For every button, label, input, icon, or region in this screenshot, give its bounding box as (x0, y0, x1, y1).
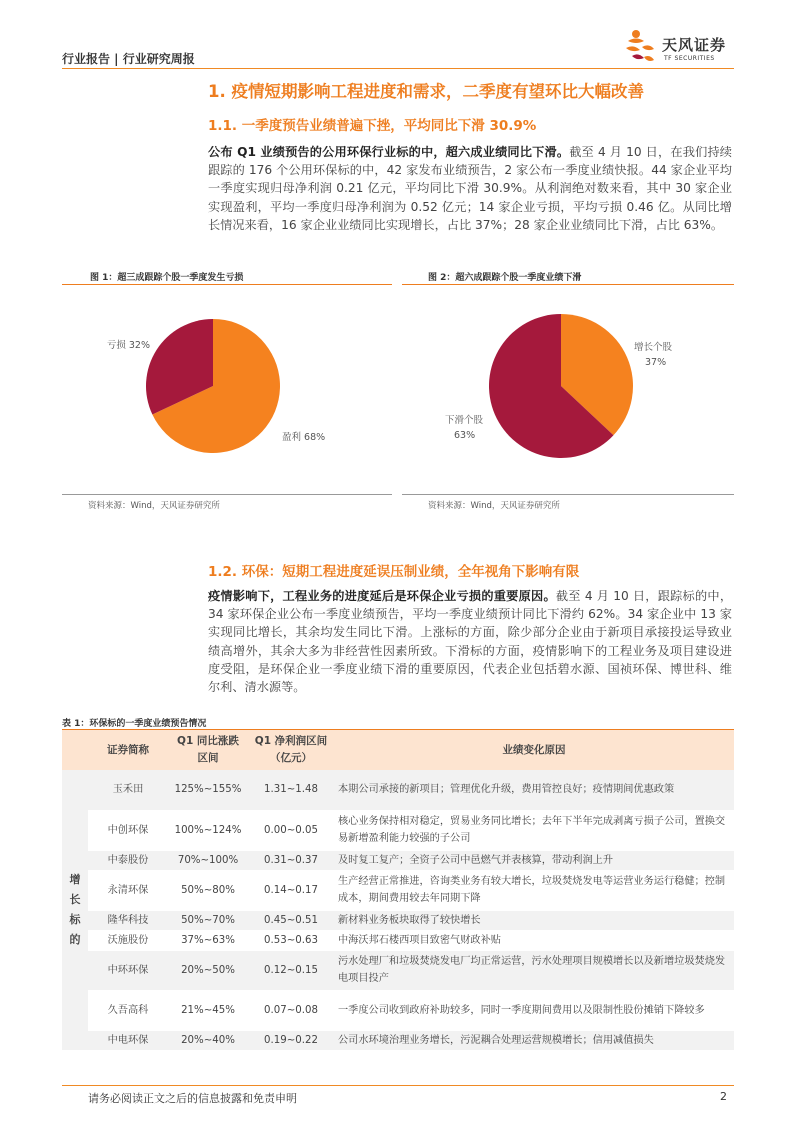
section-1-2-paragraph (208, 587, 732, 696)
header-name: 证券简称 (88, 730, 168, 771)
pie-slice-label: 增长个股 (634, 342, 673, 353)
cell-profit: 0.53~0.63 (248, 930, 334, 950)
cell-change: 37%~63% (168, 930, 248, 950)
cell-name: 中电环保 (88, 1030, 168, 1050)
cell-change: 125%~155% (168, 770, 248, 810)
header-change: Q1 同比涨跌 区间 (168, 730, 248, 771)
table-row (62, 810, 734, 850)
cell-reason: 污水处理厂和垃圾焚烧发电厂均正常运营，污水处理项目规模增长以及新增垃圾焚烧发电项目投产 (334, 950, 734, 990)
figure-2-divider (402, 284, 734, 285)
cell-reason: 中海沃邦石楼西项目致密气财政补贴 (334, 930, 734, 950)
cell-change: 100%~124% (168, 810, 248, 850)
cell-name: 玉禾田 (88, 770, 168, 810)
table-row (62, 950, 734, 990)
cell-reason: 公司水环境治理业务增长，污泥耦合处理运营规模增长；信用减值损失 (334, 1030, 734, 1050)
cell-change: 50%~80% (168, 870, 248, 910)
table-row (62, 910, 734, 930)
cell-reason: 及时复工复产；全资子公司中邑燃气并表核算，带动利润上升 (334, 850, 734, 870)
cell-change: 50%~70% (168, 910, 248, 930)
cell-reason: 生产经营正常推进，咨询类业务有较大增长，垃圾焚烧发电等运营业务运行稳健；控制成本，期间费用较去年同期下降 (334, 870, 734, 910)
header-reason: 业绩变化原因 (334, 730, 734, 771)
figure-2-source-divider (402, 494, 734, 495)
footer-disclaimer: 请务必阅读正文之后的信息披露和免责申明 (88, 1092, 297, 1105)
brand-name: 天风证券 (662, 36, 727, 54)
paragraph-lead: 疫情影响下，工程业务的进度延后是环保企业亏损的重要原因。 (208, 589, 556, 603)
cell-change: 20%~50% (168, 950, 248, 990)
section-1-1-title: 1.1. 一季度预告业绩普遍下挫，平均同比下滑 30.9% (208, 118, 537, 134)
cell-name: 久吾高科 (88, 990, 168, 1030)
figure-1-pie-chart (62, 290, 392, 490)
cell-profit: 0.14~0.17 (248, 870, 334, 910)
table-row (62, 930, 734, 950)
earnings-forecast-table (62, 729, 734, 1051)
section-1-title: 1. 疫情短期影响工程进度和需求，二季度有望环比大幅改善 (208, 82, 644, 101)
figure-2-source: 资料来源：Wind，天风证券研究所 (428, 501, 560, 511)
header-divider (62, 68, 734, 69)
figure-1-title: 图 1：超三成跟踪个股一季度发生亏损 (90, 273, 244, 283)
cell-profit: 0.07~0.08 (248, 990, 334, 1030)
header-profit: Q1 净利润区间 （亿元） (248, 730, 334, 771)
pie-slice-label: 盈利 68% (282, 432, 326, 443)
table-row (62, 870, 734, 910)
cell-change: 70%~100% (168, 850, 248, 870)
row-group-label: 增 长 标 的 (62, 770, 88, 1050)
table-header-row (62, 730, 734, 771)
cell-change: 21%~45% (168, 990, 248, 1030)
page-number: 2 (720, 1090, 727, 1103)
figure-1-source: 资料来源：Wind，天风证券研究所 (88, 501, 220, 511)
header-group (62, 730, 88, 771)
figure-2-title: 图 2：超六成跟踪个股一季度业绩下滑 (428, 273, 582, 283)
pie-slice-label: 37% (645, 357, 667, 368)
pie-slice-label: 下滑个股 (445, 415, 484, 426)
cell-name: 中泰股份 (88, 850, 168, 870)
figure-1-source-divider (62, 494, 392, 495)
report-category: 行业报告 | 行业研究周报 (62, 52, 195, 66)
cell-name: 中环环保 (88, 950, 168, 990)
cell-reason: 本期公司承接的新项目；管理优化升级，费用管控良好；疫情期间优惠政策 (334, 770, 734, 810)
cell-name: 永清环保 (88, 870, 168, 910)
figure-1-divider (62, 284, 392, 285)
cell-profit: 0.19~0.22 (248, 1030, 334, 1050)
cell-profit: 1.31~1.48 (248, 770, 334, 810)
paragraph-lead: 公布 Q1 业绩预告的公用环保行业标的中，超六成业绩同比下滑。 (208, 145, 570, 159)
section-1-1-paragraph (208, 143, 732, 234)
cell-reason: 核心业务保持相对稳定，贸易业务同比增长；去年下半年完成剥离亏损子公司，置换交易新增盈利能力较强的子公司 (334, 810, 734, 850)
cell-name: 隆华科技 (88, 910, 168, 930)
cell-profit: 0.12~0.15 (248, 950, 334, 990)
cell-reason: 一季度公司收到政府补助较多，同时一季度期间费用以及限制性股份摊销下降较多 (334, 990, 734, 1030)
paragraph-body: 截至 4 月 10 日，跟踪标的中，34 家环保企业公布一季度业绩预告，平均一季度业绩预计同比下滑约 62%。34 家企业中 13 家实现同比增长，其余均发生同比下滑。上涨标的方面，除少部分企业由于新项目承接投运导致业绩高增外，其余大多为非经营性因素所致。下滑标的方面，疫情影响下的工程业务及项目建设进度受阻，是环保企业一季度业绩下滑的重要原因，代表企业包括碧水源、国祯环保、博世科、维尔利、清水源等。 (208, 589, 733, 695)
table-row (62, 990, 734, 1030)
figure-2-pie-chart (402, 290, 734, 490)
cell-name: 沃施股份 (88, 930, 168, 950)
brand-name-en: TF SECURITIES (664, 55, 715, 62)
footer-divider (62, 1085, 734, 1086)
pie-slice-label: 63% (454, 430, 476, 441)
table-row (62, 850, 734, 870)
section-1-2-title: 1.2. 环保：短期工程进度延误压制业绩，全年视角下影响有限 (208, 564, 580, 580)
cell-name: 中创环保 (88, 810, 168, 850)
table-1-title: 表 1：环保标的一季度业绩预告情况 (62, 719, 207, 729)
cell-profit: 0.45~0.51 (248, 910, 334, 930)
cell-profit: 0.31~0.37 (248, 850, 334, 870)
pie-slice-label: 亏损 32% (106, 340, 150, 351)
table-row (62, 1030, 734, 1050)
cell-reason: 新材料业务板块取得了较快增长 (334, 910, 734, 930)
table-row (62, 770, 734, 810)
paragraph-body: 截至 4 月 10 日，在我们持续跟踪的 176 个公用环保标的中，42 家发布业绩预告，2 家公布一季度业绩快报。44 家企业平均一季度实现归母净利润 0.21 亿元，平均同比下滑 30.9%。从利润绝对数来看，其中 30 家企业实现盈利，平均一季度归母净利润为 0.52 亿元；14 家企业亏损，平均亏损 0.46 亿。从同比增长情况来看，16 家企业业绩同比实现增长，占比 37%；28 家企业业绩同比下滑，占比 63%。 (208, 145, 732, 232)
cell-change: 20%~40% (168, 1030, 248, 1050)
cell-profit: 0.00~0.05 (248, 810, 334, 850)
